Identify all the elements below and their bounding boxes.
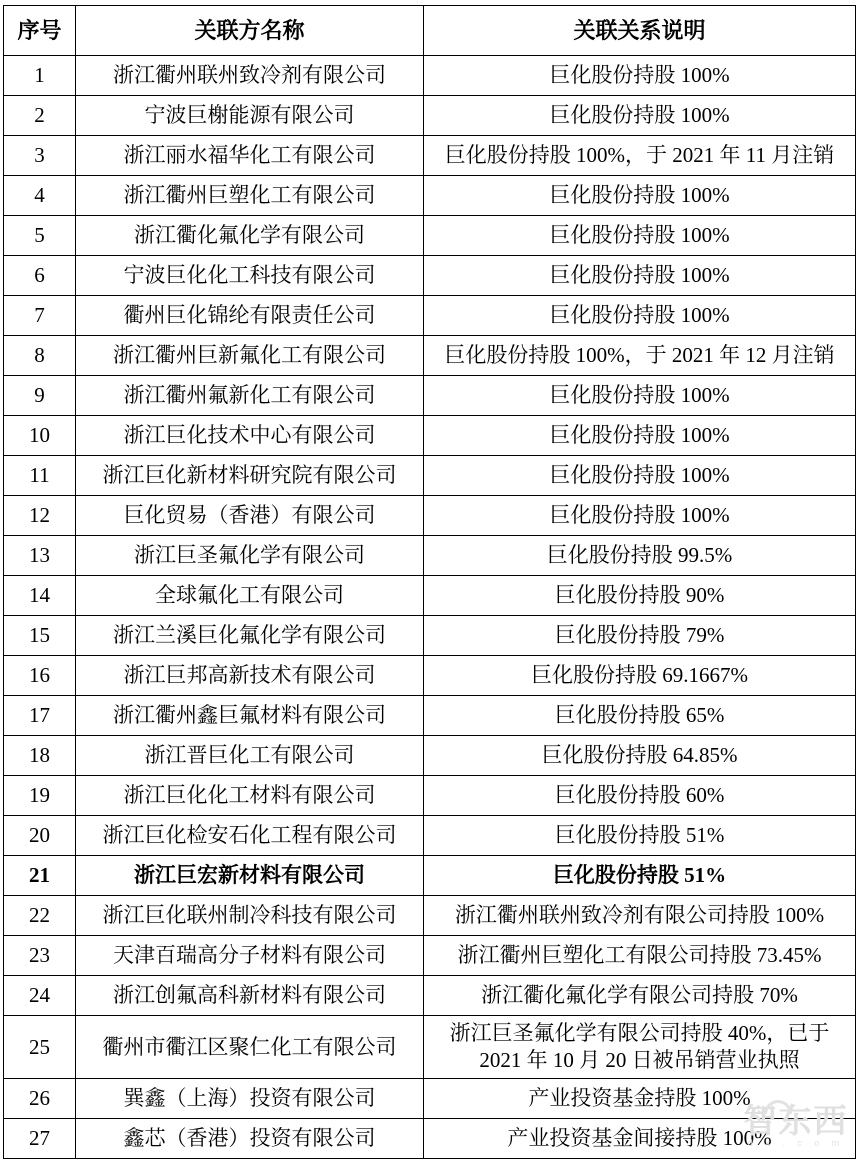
relationship-description-cell: 巨化股份持股 100% — [424, 56, 856, 96]
table-row — [4, 416, 856, 456]
relationship-description-cell: 巨化股份持股 100% — [424, 256, 856, 296]
table-row — [4, 256, 856, 296]
row-serial-number-cell: 6 — [4, 256, 76, 296]
relationship-description-cell: 浙江衢州联州致冷剂有限公司持股 100% — [424, 896, 856, 936]
related-party-name-cell: 巽鑫（上海）投资有限公司 — [76, 1079, 424, 1119]
header-serial-number: 序号 — [4, 6, 76, 56]
relationship-description-cell: 巨化股份持股 100%，于 2021 年 12 月注销 — [424, 336, 856, 376]
table-row — [4, 736, 856, 776]
relationship-description-cell: 巨化股份持股 69.1667% — [424, 656, 856, 696]
related-party-name-cell: 天津百瑞高分子材料有限公司 — [76, 936, 424, 976]
row-serial-number-cell: 23 — [4, 936, 76, 976]
related-party-name-cell: 浙江巨邦高新技术有限公司 — [76, 656, 424, 696]
table-row — [4, 816, 856, 856]
relationship-description-cell: 巨化股份持股 79% — [424, 616, 856, 656]
row-serial-number-cell: 11 — [4, 456, 76, 496]
row-serial-number-cell: 16 — [4, 656, 76, 696]
row-serial-number-cell: 25 — [4, 1016, 76, 1079]
table-row — [4, 456, 856, 496]
row-serial-number-cell: 20 — [4, 816, 76, 856]
relationship-description-cell: 产业投资基金间接持股 100% — [424, 1119, 856, 1159]
row-serial-number-cell: 5 — [4, 216, 76, 256]
relationship-description-cell: 巨化股份持股 100%，于 2021 年 11 月注销 — [424, 136, 856, 176]
related-party-name-cell: 宁波巨榭能源有限公司 — [76, 96, 424, 136]
relationship-description-cell: 巨化股份持股 100% — [424, 176, 856, 216]
watermark-domain-text: d x . c o m — [747, 1138, 845, 1149]
related-party-name-cell: 浙江衢州鑫巨氟材料有限公司 — [76, 696, 424, 736]
header-relationship-description: 关联关系说明 — [424, 6, 856, 56]
related-party-name-cell: 浙江巨化技术中心有限公司 — [76, 416, 424, 456]
table-row — [4, 976, 856, 1016]
row-serial-number-cell: 19 — [4, 776, 76, 816]
relationship-description-cell: 巨化股份持股 65% — [424, 696, 856, 736]
relationship-description-cell: 巨化股份持股 51% — [424, 856, 856, 896]
row-serial-number-cell: 21 — [4, 856, 76, 896]
related-party-name-cell: 浙江衢州巨塑化工有限公司 — [76, 176, 424, 216]
row-serial-number-cell: 18 — [4, 736, 76, 776]
relationship-description-cell: 巨化股份持股 100% — [424, 456, 856, 496]
relationship-description-cell: 巨化股份持股 100% — [424, 416, 856, 456]
row-serial-number-cell: 2 — [4, 96, 76, 136]
table-row — [4, 1119, 856, 1159]
row-serial-number-cell: 10 — [4, 416, 76, 456]
related-party-name-cell: 浙江衢州巨新氟化工有限公司 — [76, 336, 424, 376]
relationship-description-cell: 产业投资基金持股 100% — [424, 1079, 856, 1119]
row-serial-number-cell: 7 — [4, 296, 76, 336]
table-row — [4, 376, 856, 416]
related-party-name-cell: 宁波巨化化工科技有限公司 — [76, 256, 424, 296]
table-row — [4, 296, 856, 336]
related-party-name-cell: 浙江衢化氟化学有限公司 — [76, 216, 424, 256]
table-row — [4, 536, 856, 576]
table-row — [4, 216, 856, 256]
related-party-name-cell: 衢州市衢江区聚仁化工有限公司 — [76, 1016, 424, 1079]
relationship-description-cell: 巨化股份持股 100% — [424, 376, 856, 416]
row-serial-number-cell: 27 — [4, 1119, 76, 1159]
table-row — [4, 1079, 856, 1119]
related-party-name-cell: 浙江衢州联州致冷剂有限公司 — [76, 56, 424, 96]
table-row — [4, 696, 856, 736]
row-serial-number-cell: 22 — [4, 896, 76, 936]
related-party-name-cell: 全球氟化工有限公司 — [76, 576, 424, 616]
relationship-description-cell: 浙江巨圣氟化学有限公司持股 40%，已于 2021 年 10 月 20 日被吊销营业执照 — [424, 1016, 856, 1079]
table-row — [4, 336, 856, 376]
relationship-description-cell: 巨化股份持股 100% — [424, 96, 856, 136]
relationship-description-cell: 巨化股份持股 100% — [424, 216, 856, 256]
relationship-description-cell: 浙江衢化氟化学有限公司持股 70% — [424, 976, 856, 1016]
related-party-name-cell: 浙江巨化联州制冷科技有限公司 — [76, 896, 424, 936]
table-row — [4, 936, 856, 976]
relationship-description-cell: 巨化股份持股 100% — [424, 296, 856, 336]
table-row — [4, 176, 856, 216]
related-party-name-cell: 浙江创氟高科新材料有限公司 — [76, 976, 424, 1016]
relationship-description-cell: 巨化股份持股 90% — [424, 576, 856, 616]
related-party-table — [3, 5, 856, 1159]
row-serial-number-cell: 26 — [4, 1079, 76, 1119]
table-row — [4, 896, 856, 936]
table-row — [4, 616, 856, 656]
relationship-description-cell: 巨化股份持股 100% — [424, 496, 856, 536]
table-row — [4, 136, 856, 176]
relationship-description-cell: 浙江衢州巨塑化工有限公司持股 73.45% — [424, 936, 856, 976]
related-party-name-cell: 鑫芯（香港）投资有限公司 — [76, 1119, 424, 1159]
table-row — [4, 496, 856, 536]
row-serial-number-cell: 9 — [4, 376, 76, 416]
related-party-name-cell: 衢州巨化锦纶有限责任公司 — [76, 296, 424, 336]
related-party-name-cell: 浙江巨圣氟化学有限公司 — [76, 536, 424, 576]
table-row — [4, 856, 856, 896]
related-party-name-cell: 浙江衢州氟新化工有限公司 — [76, 376, 424, 416]
related-party-name-cell: 浙江丽水福华化工有限公司 — [76, 136, 424, 176]
related-party-name-cell: 浙江巨宏新材料有限公司 — [76, 856, 424, 896]
related-party-name-cell: 浙江巨化检安石化工程有限公司 — [76, 816, 424, 856]
relationship-description-cell: 巨化股份持股 99.5% — [424, 536, 856, 576]
row-serial-number-cell: 13 — [4, 536, 76, 576]
table-row — [4, 776, 856, 816]
table-row — [4, 96, 856, 136]
header-related-party-name: 关联方名称 — [76, 6, 424, 56]
table-row — [4, 1016, 856, 1079]
row-serial-number-cell: 24 — [4, 976, 76, 1016]
row-serial-number-cell: 17 — [4, 696, 76, 736]
row-serial-number-cell: 4 — [4, 176, 76, 216]
row-serial-number-cell: 15 — [4, 616, 76, 656]
relationship-description-cell: 巨化股份持股 51% — [424, 816, 856, 856]
relationship-description-cell: 巨化股份持股 64.85% — [424, 736, 856, 776]
relationship-description-cell: 巨化股份持股 60% — [424, 776, 856, 816]
watermark-text: 智东西 — [743, 1102, 849, 1139]
row-serial-number-cell: 1 — [4, 56, 76, 96]
table-row — [4, 656, 856, 696]
related-party-name-cell: 浙江兰溪巨化氟化学有限公司 — [76, 616, 424, 656]
row-serial-number-cell: 12 — [4, 496, 76, 536]
table-body — [4, 56, 856, 1159]
related-party-name-cell: 巨化贸易（香港）有限公司 — [76, 496, 424, 536]
table-row — [4, 576, 856, 616]
table-row — [4, 56, 856, 96]
row-serial-number-cell: 3 — [4, 136, 76, 176]
row-serial-number-cell: 8 — [4, 336, 76, 376]
row-serial-number-cell: 14 — [4, 576, 76, 616]
table-header-row — [4, 6, 856, 56]
related-party-name-cell: 浙江巨化化工材料有限公司 — [76, 776, 424, 816]
related-party-name-cell: 浙江晋巨化工有限公司 — [76, 736, 424, 776]
related-party-name-cell: 浙江巨化新材料研究院有限公司 — [76, 456, 424, 496]
